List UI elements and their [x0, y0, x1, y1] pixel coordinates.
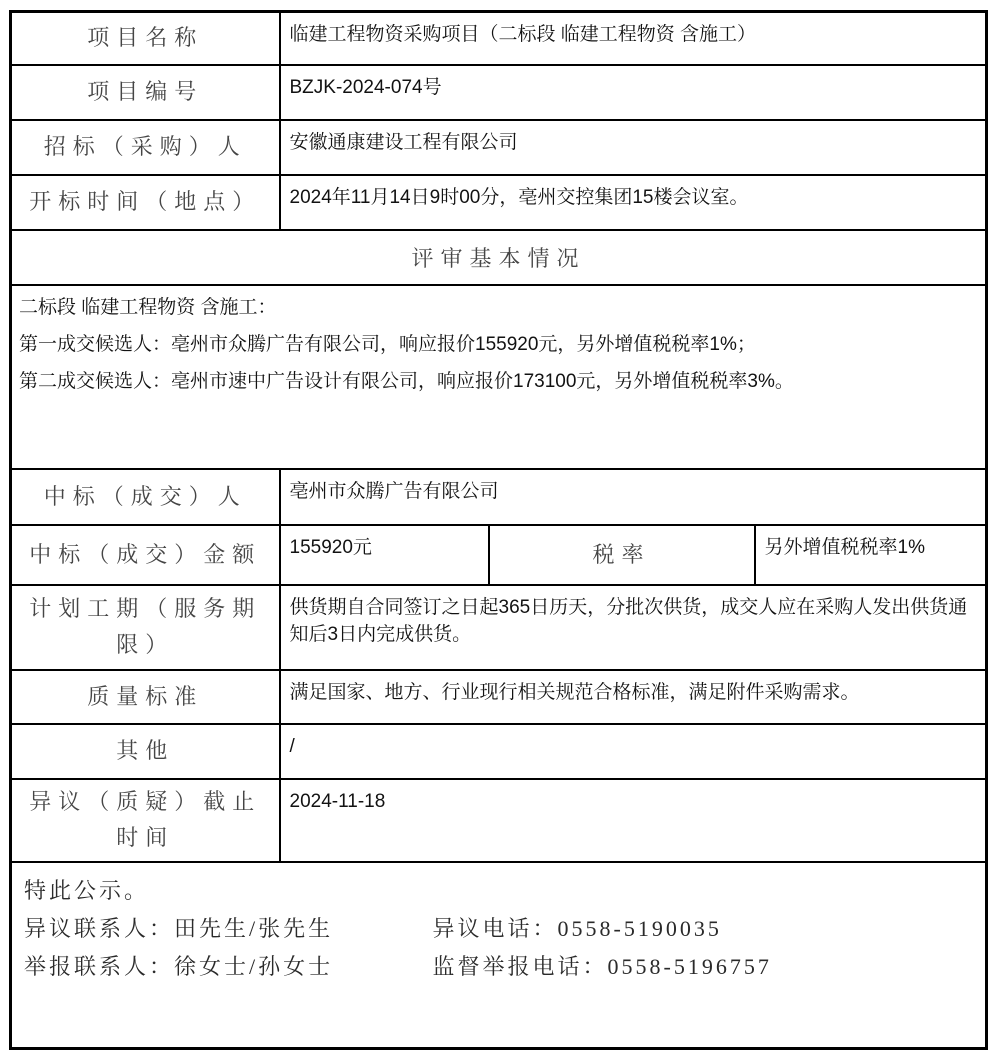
review-section-header: 评审基本情况	[11, 230, 987, 285]
objection-phone: 异议电话：0558-5190035	[432, 915, 722, 941]
report-contact-line	[24, 948, 975, 986]
row-quality	[11, 670, 987, 724]
objection-deadline-value: 2024-11-18	[280, 779, 987, 862]
row-project-number	[11, 65, 987, 120]
winner-value: 亳州市众腾广告有限公司	[280, 469, 987, 525]
amount-label: 中标（成交）金额	[11, 525, 280, 585]
bid-opening-label: 开标时间（地点）	[11, 175, 280, 230]
review-line-candidate-2: 第二成交候选人：亳州市速中广告设计有限公司，响应报价173100元，另外增值税税率3%。	[19, 370, 794, 392]
closing-statement: 特此公示。	[24, 877, 150, 903]
project-name-label: 项目名称	[11, 12, 280, 65]
row-purchaser	[11, 120, 987, 175]
row-review-header	[11, 230, 987, 285]
footer-block	[11, 862, 987, 1049]
other-label: 其他	[11, 724, 280, 779]
amount-value: 155920元	[280, 525, 489, 585]
review-content	[11, 285, 987, 469]
bid-opening-value: 2024年11月14日9时00分，亳州交控集团15楼会议室。	[280, 175, 987, 230]
period-value: 供货期自合同签订之日起365日历天，分批次供货，成交人应在采购人发出供货通知后3日内完成供货。	[280, 585, 987, 670]
tax-rate-label: 税率	[489, 525, 755, 585]
objection-deadline-label: 异议（质疑）截止时间	[11, 779, 280, 862]
row-winner	[11, 469, 987, 525]
quality-value: 满足国家、地方、行业现行相关规范合格标准，满足附件采购需求。	[280, 670, 987, 724]
objection-contact-line	[24, 910, 975, 948]
row-other	[11, 724, 987, 779]
announcement-table	[9, 10, 988, 1050]
period-label: 计划工期（服务期限）	[11, 585, 280, 670]
row-bid-opening	[11, 175, 987, 230]
row-amount	[11, 525, 987, 585]
report-contact: 举报联系人：徐女士/孙女士	[24, 953, 334, 979]
project-number-label: 项目编号	[11, 65, 280, 120]
row-objection-deadline	[11, 779, 987, 862]
project-name-value: 临建工程物资采购项目（二标段 临建工程物资 含施工）	[280, 12, 987, 65]
objection-contact: 异议联系人：田先生/张先生	[24, 915, 334, 941]
row-project-name	[11, 12, 987, 65]
tax-rate-value: 另外增值税税率1%	[755, 525, 987, 585]
review-line-candidate-1: 第一成交候选人：亳州市众腾广告有限公司，响应报价155920元，另外增值税税率1%；	[19, 333, 756, 355]
review-line-section: 二标段 临建工程物资 含施工：	[19, 296, 277, 318]
other-value: /	[280, 724, 987, 779]
row-footer	[11, 862, 987, 1049]
row-review-content	[11, 285, 987, 469]
quality-label: 质量标准	[11, 670, 280, 724]
report-phone: 监督举报电话：0558-5196757	[432, 953, 772, 979]
winner-label: 中标（成交）人	[11, 469, 280, 525]
row-period	[11, 585, 987, 670]
project-number-value: BZJK-2024-074号	[280, 65, 987, 120]
purchaser-label: 招标（采购）人	[11, 120, 280, 175]
purchaser-value: 安徽通康建设工程有限公司	[280, 120, 987, 175]
